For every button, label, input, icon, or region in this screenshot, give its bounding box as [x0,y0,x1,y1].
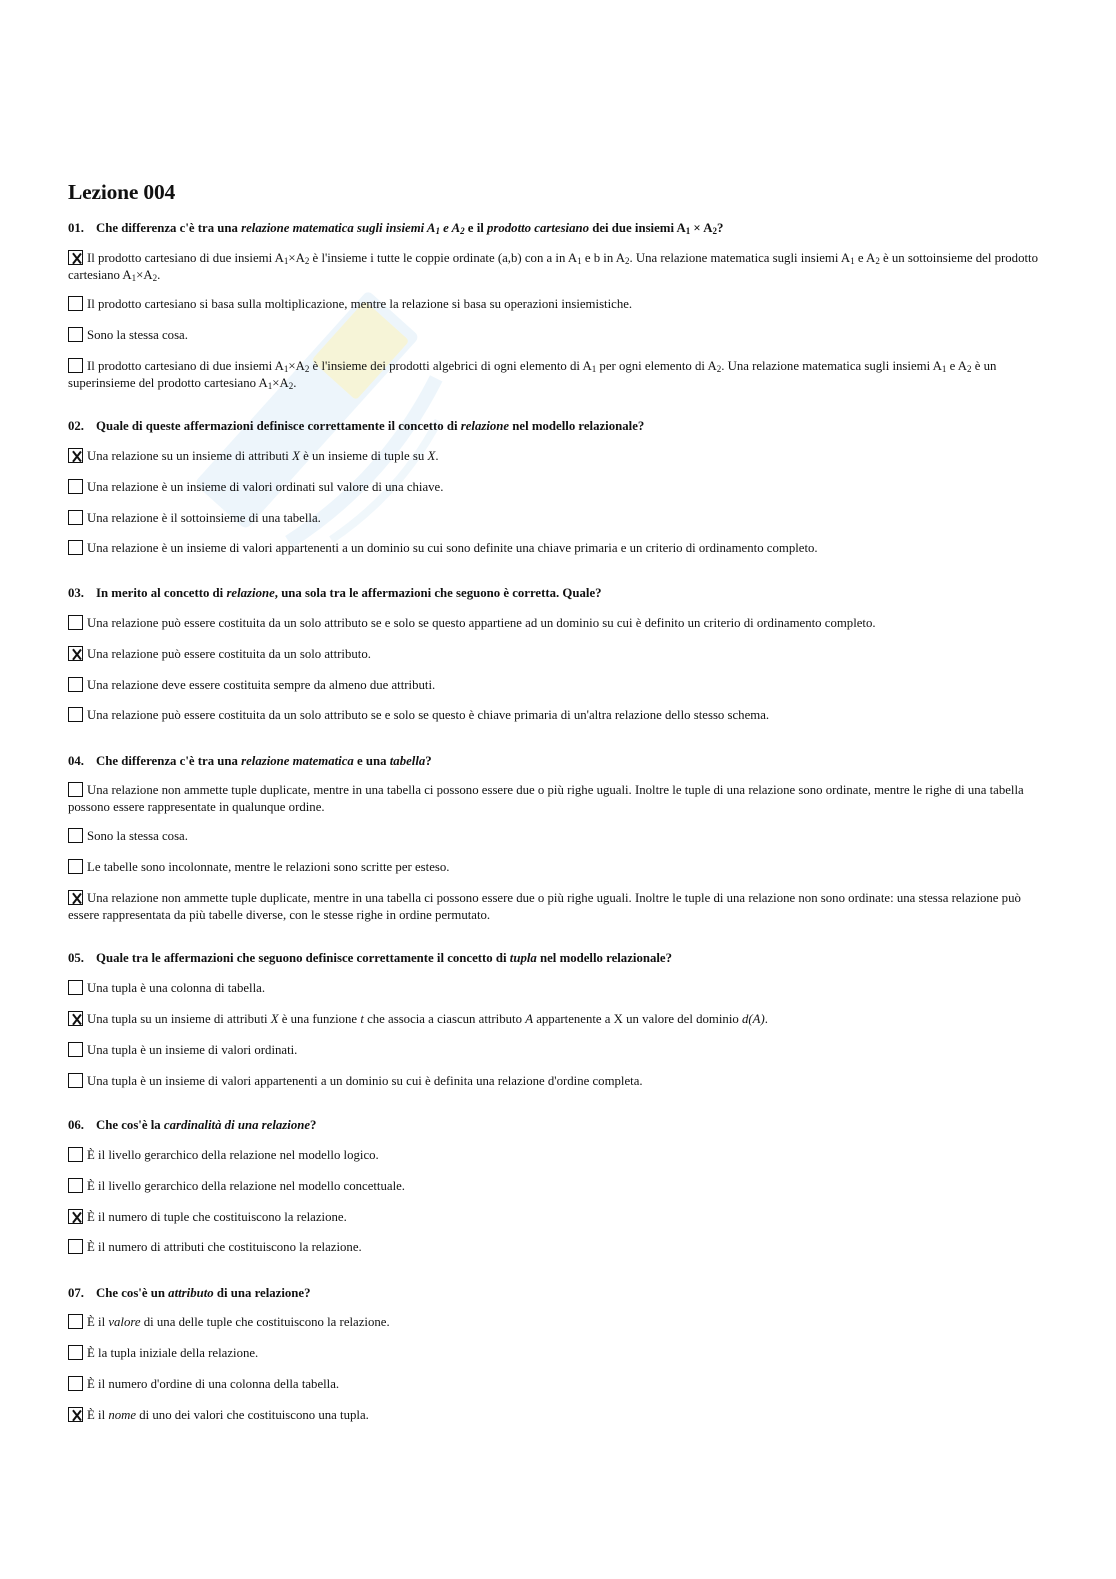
answer-checkbox[interactable] [68,296,83,311]
answer-checkbox[interactable] [68,1345,83,1360]
question-number: 05. [68,951,84,965]
answer-checkbox[interactable] [68,1073,83,1088]
answer-text: Sono la stessa cosa. [87,328,188,342]
answer-text: Una relazione è il sottoinsieme di una tabella. [87,511,321,525]
answer-checkbox[interactable] [68,358,83,373]
answer-option [68,828,1043,845]
question-number: 06. [68,1118,84,1132]
answer-option [68,1407,1043,1424]
answer-text: Il prodotto cartesiano si basa sulla moltiplicazione, mentre la relazione si basa su operazioni insiemistiche. [87,297,633,311]
question-01 [68,220,723,237]
answer-text: Una relazione può essere costituita da un solo attributo se e solo se questo è chiave primaria di un'altra relazione dello stesso schema. [87,708,770,722]
question-text: Che differenza c'è tra una relazione matematica sugli insiemi $A_1$ e $A_2$ e il prodotto cartesiano dei due insiemi $A_1 \times A_2$? [96,221,724,236]
answer-option [68,1073,1043,1090]
question-04 [68,753,432,770]
answer-option [68,1042,1043,1059]
answer-checkbox[interactable] [68,327,83,342]
answer-text: Una tupla è un insieme di valori ordinati. [87,1043,298,1057]
answer-checkbox[interactable] [68,677,83,692]
answer-text: È il livello gerarchico della relazione nel modello logico. [87,1148,379,1162]
answer-text: Il prodotto cartesiano di due insiemi $A_1\times A_2$ è l'insieme dei prodotti algebrici di ogni elemento di $A_1$ per ogni elemento di $A_2$. Una relazione matematica sugli insiemi $A_1$ e $A_2$ è un superinsieme del prodotto cartesiano $A_1\times A_2$. [68,359,997,391]
answer-text: Una relazione può essere costituita da un solo attributo se e solo se questo appartiene ad un dominio su cui è definito un criterio di ordinamento completo. [87,616,876,630]
question-03 [68,585,602,602]
answer-checkbox[interactable] [68,250,83,265]
answer-checkbox[interactable] [68,1011,83,1026]
question-02 [68,418,644,435]
answer-option [68,707,1043,724]
answer-checkbox[interactable] [68,890,83,905]
answer-option [68,1314,1043,1331]
answer-checkbox[interactable] [68,828,83,843]
answer-option [68,296,1043,313]
answer-text: Le tabelle sono incolonnate, mentre le relazioni sono scritte per esteso. [87,860,450,874]
question-06 [68,1117,316,1134]
answer-text: È il nome di uno dei valori che costituiscono una tupla. [87,1408,369,1422]
answer-text: Una relazione è un insieme di valori ordinati sul valore di una chiave. [87,480,444,494]
answer-checkbox[interactable] [68,980,83,995]
answer-checkbox[interactable] [68,479,83,494]
answer-option [68,540,1043,557]
answer-text: Sono la stessa cosa. [87,829,188,843]
answer-text: È il numero di tuple che costituiscono la relazione. [87,1210,347,1224]
question-number: 07. [68,1286,84,1300]
answer-checkbox[interactable] [68,448,83,463]
question-text: Quale tra le affermazioni che seguono definisce correttamente il concetto di tupla nel modello relazionale? [96,951,672,965]
answer-text: È il livello gerarchico della relazione nel modello concettuale. [87,1179,406,1193]
answer-option [68,890,1043,924]
question-number: 03. [68,586,84,600]
answer-checkbox[interactable] [68,1314,83,1329]
answer-option [68,327,1043,344]
answer-checkbox[interactable] [68,1178,83,1193]
answer-option [68,358,1043,392]
question-07 [68,1285,311,1302]
answer-option [68,1178,1043,1195]
answer-option [68,980,1043,997]
answer-option [68,677,1043,694]
answer-option [68,1239,1043,1256]
answer-option [68,510,1043,527]
question-number: 04. [68,754,84,768]
question-text: Quale di queste affermazioni definisce correttamente il concetto di relazione nel modello relazionale? [96,419,645,433]
answer-text: Una tupla su un insieme di attributi X è una funzione t che associa a ciascun attributo A appartenente a X un valore del dominio d(A). [87,1012,768,1026]
answer-option [68,859,1043,876]
answer-option [68,1209,1043,1226]
question-number: 01. [68,221,84,235]
answer-checkbox[interactable] [68,1209,83,1224]
answer-checkbox[interactable] [68,615,83,630]
answer-option [68,646,1043,663]
answer-option [68,448,1043,465]
answer-option [68,1147,1043,1164]
answer-checkbox[interactable] [68,1376,83,1391]
answer-checkbox[interactable] [68,707,83,722]
answer-option [68,1376,1043,1393]
answer-text: Una relazione non ammette tuple duplicate, mentre in una tabella ci possono essere due o più righe uguali. Inoltre le tuple di una relazione non sono ordinate: una stessa relazione può essere rappresentata da più tabelle diverse, con le stesse righe in ordine permutato. [68,891,1021,922]
answer-text: È il numero d'ordine di una colonna della tabella. [87,1377,340,1391]
question-text: Che cos'è un attributo di una relazione? [96,1286,311,1300]
answer-option [68,615,1043,632]
answer-checkbox[interactable] [68,540,83,555]
answer-checkbox[interactable] [68,1042,83,1057]
question-text: In merito al concetto di relazione, una sola tra le affermazioni che seguono è corretta. Quale? [96,586,602,600]
answer-text: È il valore di una delle tuple che costituiscono la relazione. [87,1315,390,1329]
answer-option [68,250,1043,284]
answer-option [68,479,1043,496]
question-05 [68,950,672,967]
question-text: Che differenza c'è tra una relazione matematica e una tabella? [96,754,432,768]
question-number: 02. [68,419,84,433]
answer-option [68,1345,1043,1362]
answer-checkbox[interactable] [68,859,83,874]
answer-text: Una relazione deve essere costituita sempre da almeno due attributi. [87,678,436,692]
answer-checkbox[interactable] [68,1407,83,1422]
answer-text: Una relazione può essere costituita da un solo attributo. [87,647,371,661]
answer-text: Una relazione su un insieme di attributi X è un insieme di tuple su X. [87,449,439,463]
answer-checkbox[interactable] [68,510,83,525]
answer-text: Una tupla è una colonna di tabella. [87,981,266,995]
answer-text: Una tupla è un insieme di valori appartenenti a un dominio su cui è definita una relazione d'ordine completa. [87,1074,643,1088]
answer-text: Il prodotto cartesiano di due insiemi $A_1\times A_2$ è l'insieme i tutte le coppie ordinate (a,b) con a in $A_1$ e b in $A_2$. Una relazione matematica sugli insiemi $A_1$ e $A_2$ è un sottoinsieme del prodotto cartesiano $A_1\times A_2$. [68,251,1038,283]
answer-option [68,1011,1043,1028]
answer-checkbox[interactable] [68,782,83,797]
answer-checkbox[interactable] [68,1239,83,1254]
answer-text: È il numero di attributi che costituiscono la relazione. [87,1240,362,1254]
lesson-title: Lezione 004 [68,180,176,204]
question-text: Che cos'è la cardinalità di una relazione? [96,1118,317,1132]
answer-text: È la tupla iniziale della relazione. [87,1346,259,1360]
answer-text: Una relazione è un insieme di valori appartenenti a un dominio su cui sono definite una chiave primaria e un criterio di ordinamento completo. [87,541,818,555]
answer-text: Una relazione non ammette tuple duplicate, mentre in una tabella ci possono essere due o più righe uguali. Inoltre le tuple di una relazione sono ordinate, mentre le righe di una tabella possono essere rappresentate in qualunque ordine. [68,783,1024,814]
answer-option [68,782,1043,816]
answer-checkbox[interactable] [68,646,83,661]
answer-checkbox[interactable] [68,1147,83,1162]
